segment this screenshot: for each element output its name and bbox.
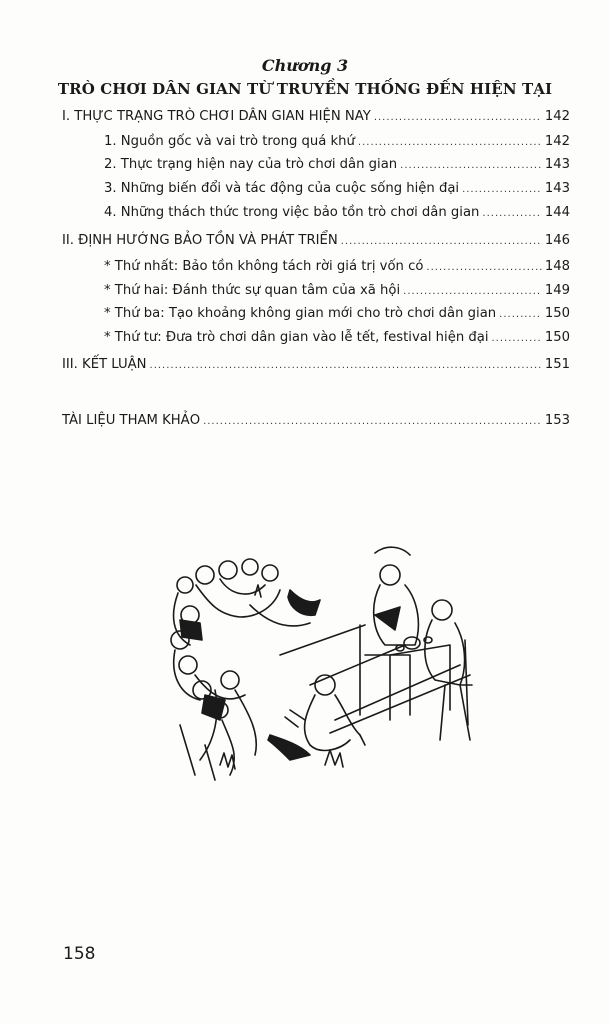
toc-entry[interactable] xyxy=(62,109,570,124)
toc-entry[interactable] xyxy=(62,233,570,248)
toc-entry[interactable] xyxy=(104,259,570,274)
toc-entry-label: 1. Nguồn gốc và vai trò trong quá khứ xyxy=(104,134,355,149)
dot-leader xyxy=(482,208,541,219)
dot-leader xyxy=(150,360,542,371)
toc-entry-label: * Thứ hai: Đánh thức sự quan tâm của xã hội xyxy=(104,283,401,298)
dot-leader xyxy=(462,184,542,195)
toc-entry-label: III. KẾT LUẬN xyxy=(62,357,147,372)
toc-entry-page: 146 xyxy=(544,233,570,248)
toc-entry[interactable] xyxy=(104,181,570,196)
dot-leader xyxy=(400,160,542,171)
toc-entry-page: 149 xyxy=(544,283,570,298)
toc-entry-page: 142 xyxy=(544,134,570,149)
toc-entry[interactable] xyxy=(62,413,570,428)
toc-entry[interactable] xyxy=(104,157,570,172)
dot-leader xyxy=(374,112,542,123)
toc-entry-label: TÀI LIỆU THAM KHẢO xyxy=(62,413,201,428)
dot-leader xyxy=(492,333,542,344)
chapter-label: Chương 3 xyxy=(261,56,349,75)
toc-entry[interactable] xyxy=(62,357,570,372)
page-number: 158 xyxy=(63,944,96,964)
toc-entry[interactable] xyxy=(104,283,570,298)
dot-leader xyxy=(203,416,542,427)
toc-entry-label: 2. Thực trạng hiện nay của trò chơi dân gian xyxy=(104,157,398,172)
toc-entry[interactable] xyxy=(104,330,570,345)
toc-entry-label: * Thứ ba: Tạo khoảng không gian mới cho trò chơi dân gian xyxy=(104,306,497,321)
toc-entry[interactable] xyxy=(104,134,570,149)
toc-entry[interactable] xyxy=(104,205,570,220)
dot-leader xyxy=(358,137,542,148)
dot-leader xyxy=(426,262,541,273)
toc-entry[interactable] xyxy=(104,306,570,321)
toc-entry-label: I. THỰC TRẠNG TRÒ CHƠI DÂN GIAN HIỆN NAY xyxy=(62,109,371,124)
toc-entry-label: 4. Những thách thức trong việc bảo tồn trò chơi dân gian xyxy=(104,205,480,220)
toc-entry-page: 143 xyxy=(544,181,570,196)
dot-leader xyxy=(341,236,542,247)
toc-entry-label: 3. Những biến đổi và tác động của cuộc sống hiện đại xyxy=(104,181,460,196)
toc-entry-page: 144 xyxy=(544,205,570,220)
toc-entry-page: 142 xyxy=(544,109,570,124)
folk-game-illustration-icon xyxy=(160,545,480,785)
toc-entry-page: 148 xyxy=(544,259,570,274)
toc-entry-label: II. ĐỊNH HƯỚNG BẢO TỒN VÀ PHÁT TRIỂN xyxy=(62,233,338,248)
toc-entry-page: 151 xyxy=(544,357,570,372)
toc-entry-page: 153 xyxy=(544,413,570,428)
chapter-title: TRÒ CHƠI DÂN GIAN TỪ TRUYỀN THỐNG ĐẾN HIỆN TẠI xyxy=(57,80,553,98)
toc-entry-label: * Thứ tư: Đưa trò chơi dân gian vào lễ tết, festival hiện đại xyxy=(104,330,489,345)
dot-leader xyxy=(499,309,542,320)
toc-entry-page: 150 xyxy=(544,330,570,345)
toc-entry-page: 150 xyxy=(544,306,570,321)
dot-leader xyxy=(403,286,542,297)
toc-entry-label: * Thứ nhất: Bảo tồn không tách rời giá trị vốn có xyxy=(104,259,424,274)
toc-entry-page: 143 xyxy=(544,157,570,172)
